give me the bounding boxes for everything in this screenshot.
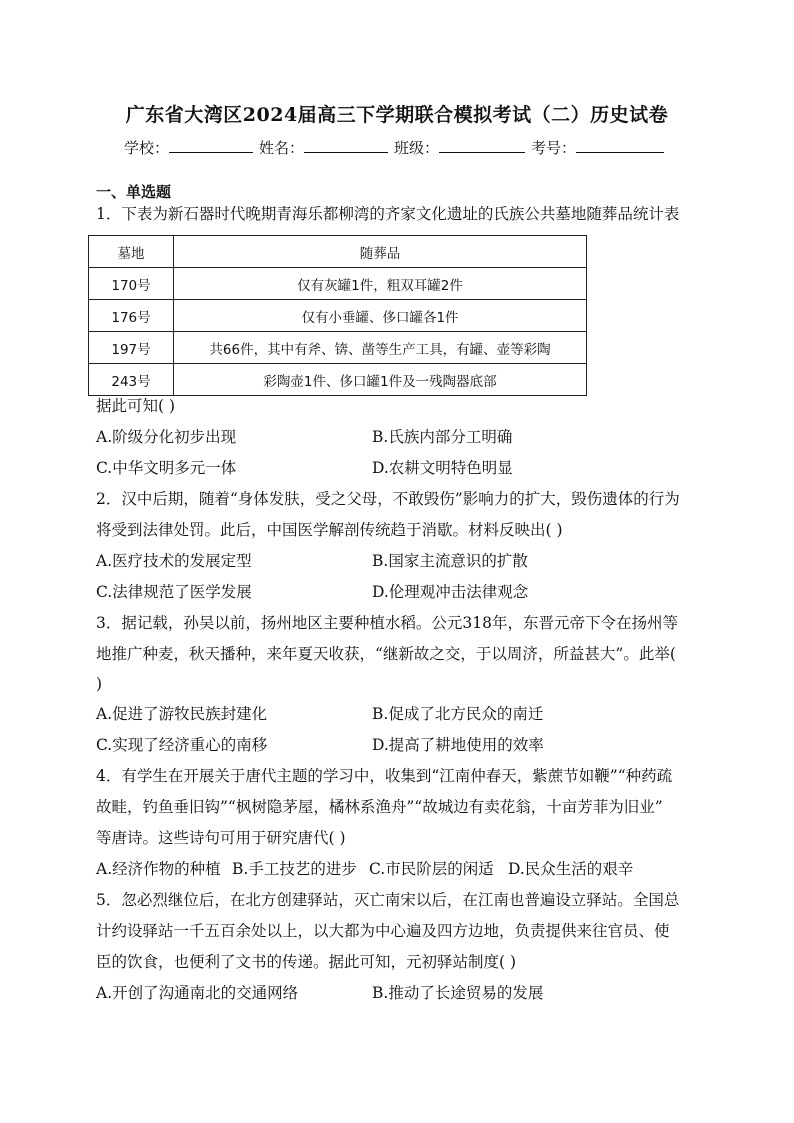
q2-option-b[interactable]: B.国家主流意识的扩散 [372, 552, 528, 570]
q3-line-3: ) [96, 675, 103, 693]
table-header: 随葬品 [174, 236, 587, 268]
q1-option-b[interactable]: B.氏族内部分工明确 [372, 428, 513, 446]
q1-stem: 1．下表为新石器时代晚期青海乐都柳湾的齐家文化遗址的氏族公共墓地随葬品统计表 [96, 205, 680, 223]
school-label: 学校： [124, 139, 170, 157]
q1-option-c[interactable]: C.中华文明多元一体 [96, 459, 237, 477]
table-cell: 243号 [89, 364, 174, 396]
q4-option-b[interactable]: B.手工技艺的进步 [232, 860, 357, 878]
table-row [89, 268, 587, 300]
q4-line-3: 等唐诗。这些诗句可用于研究唐代( ) [96, 829, 346, 847]
q4-option-d[interactable]: D.民众生活的艰辛 [508, 860, 634, 878]
q2-line-1: 2．汉中后期，随着“身体发肤，受之父母，不敢毁伤”影响力的扩大，毁伤遗体的行为 [96, 490, 680, 508]
table-header: 墓地 [89, 236, 174, 268]
q3-option-b[interactable]: B.促成了北方民众的南迁 [372, 705, 544, 723]
table-row [89, 332, 587, 364]
q2-option-c[interactable]: C.法律规范了医学发展 [96, 583, 252, 601]
q5-line-1: 5．忽必烈继位后，在北方创建驿站，灭亡南宋以后，在江南也普遍设立驿站。全国总 [96, 891, 680, 909]
class-label: 班级： [394, 139, 440, 157]
q3-option-c[interactable]: C.实现了经济重心的南移 [96, 736, 268, 754]
q1-after-text: 据此可知( ) [96, 397, 176, 415]
q1-option-a[interactable]: A.阶级分化初步出现 [96, 428, 237, 446]
id-label: 考号： [531, 139, 577, 157]
q2-option-a[interactable]: A.医疗技术的发展定型 [96, 552, 252, 570]
section-title: 一、单选题 [96, 183, 172, 201]
table-cell: 仅有灰罐1件，粗双耳罐2件 [174, 268, 587, 300]
q1-table [88, 235, 587, 396]
q4-option-c[interactable]: C.市民阶层的闲适 [369, 860, 494, 878]
q2-option-d[interactable]: D.伦理观冲击法律观念 [372, 583, 529, 601]
table-cell: 共66件，其中有斧、锛、凿等生产工具，有罐、壶等彩陶 [174, 332, 587, 364]
student-info-fields [124, 136, 670, 158]
table-cell: 仅有小垂罐、侈口罐各1件 [174, 300, 587, 332]
q5-line-3: 臣的饮食，也便利了文书的传递。据此可知，元初驿站制度( ) [96, 953, 517, 971]
q5-line-2: 计约设驿站一千五百余处以上，以大都为中心遍及四方边地，负责提供来往官员、使 [96, 922, 670, 940]
q4-line-1: 4．有学生在开展关于唐代主题的学习中，收集到“江南仲春天，紫蔗节如鞭”“种药疏 [96, 767, 673, 785]
q5-option-a[interactable]: A.开创了沟通南北的交通网络 [96, 984, 299, 1002]
table-cell: 170号 [89, 268, 174, 300]
id-blank[interactable] [576, 136, 664, 153]
q3-line-2: 地推广种麦，秋天播种，来年夏天收获，“继新故之交，于以周济，所益甚大”。此举( [96, 645, 676, 663]
q1-option-d[interactable]: D.农耕文明特色明显 [372, 459, 513, 477]
q5-option-b[interactable]: B.推动了长途贸易的发展 [372, 984, 544, 1002]
school-blank[interactable] [169, 136, 253, 153]
q4-option-a[interactable]: A.经济作物的种植 [96, 860, 221, 878]
table-cell: 176号 [89, 300, 174, 332]
q3-line-1: 3．据记载，孙吴以前，扬州地区主要种植水稻。公元318年，东晋元帝下令在扬州等 [96, 614, 678, 632]
class-blank[interactable] [439, 136, 525, 153]
table-row [89, 364, 587, 396]
name-blank[interactable] [304, 136, 388, 153]
table-row [89, 300, 587, 332]
table-header-row [89, 236, 587, 268]
q4-line-2: 故畦，钓鱼垂旧钩”“枫树隐茅屋，橘林系渔舟”“故城边有卖花翁，十亩芳菲为旧业” [96, 798, 663, 816]
name-label: 姓名： [259, 139, 305, 157]
exam-title: 广东省大湾区2024届高三下学期联合模拟考试（二）历史试卷 [125, 104, 669, 126]
q2-line-2: 将受到法律处罚。此后，中国医学解剖传统趋于消歇。材料反映出( ) [96, 521, 563, 539]
table-cell: 彩陶壶1件、侈口罐1件及一残陶器底部 [174, 364, 587, 396]
q3-option-a[interactable]: A.促进了游牧民族封建化 [96, 705, 268, 723]
table-cell: 197号 [89, 332, 174, 364]
q3-option-d[interactable]: D.提高了耕地使用的效率 [372, 736, 544, 754]
